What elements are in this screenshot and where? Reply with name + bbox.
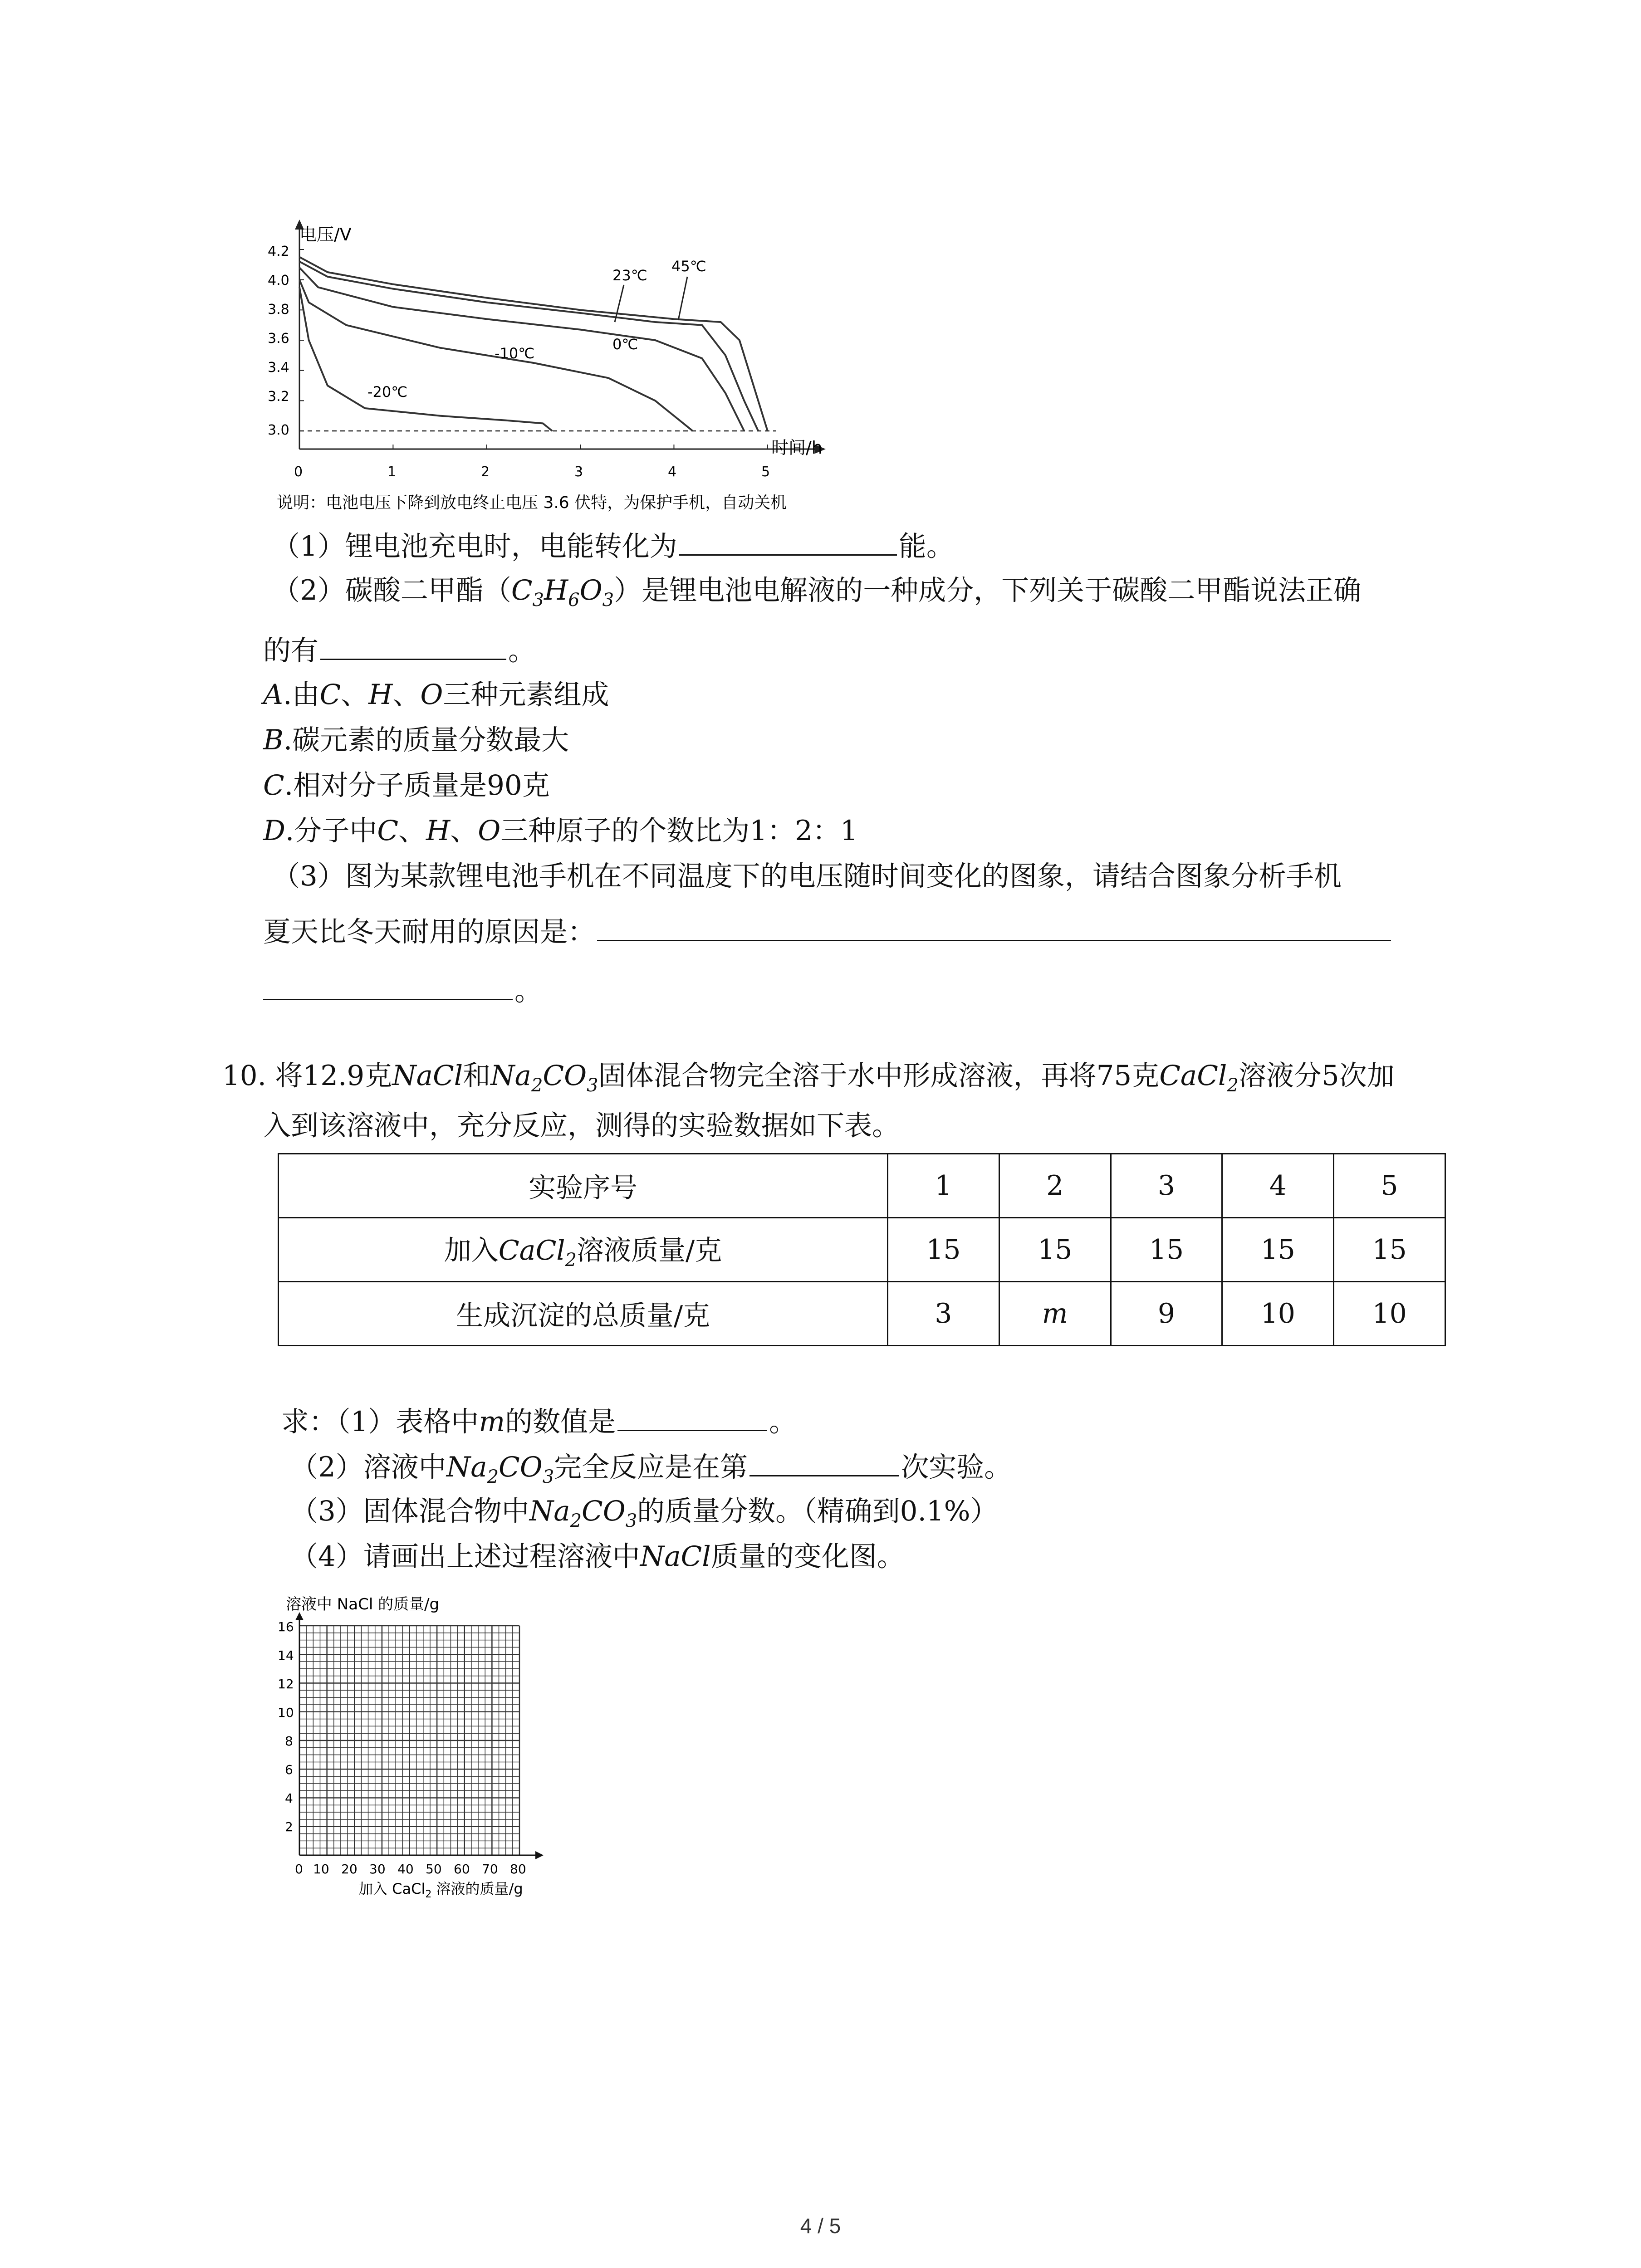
- table-cell: 1: [888, 1154, 999, 1218]
- table-cell: 5: [1334, 1154, 1445, 1218]
- table-cell: 15: [1334, 1218, 1445, 1282]
- voltage-chart-ytick: 3.8: [268, 302, 289, 318]
- nacl-chart-ytick: 8: [285, 1734, 293, 1749]
- table-cell: 10: [1222, 1282, 1334, 1346]
- table-cell: 15: [999, 1218, 1111, 1282]
- voltage-chart-xtick: 3: [574, 464, 583, 480]
- page-number: 4 / 5: [800, 2214, 841, 2238]
- voltage-chart-xlabel: 时间/h: [771, 438, 823, 458]
- q9-answer-blank-3b[interactable]: [263, 971, 513, 1000]
- nacl-chart-ytick: 14: [278, 1648, 294, 1663]
- q10-answer-blank-2[interactable]: [749, 1447, 899, 1476]
- series-label-23c: 23℃: [612, 267, 647, 284]
- table-row: [279, 1218, 1445, 1282]
- table-cell: 4: [1222, 1154, 1334, 1218]
- q9-part1: （1）锂电池充电时，电能转化为 能。: [272, 526, 954, 566]
- nacl-chart-ylabel: 溶液中 NaCl 的质量/g: [286, 1595, 440, 1613]
- voltage-chart-xtick: 4: [668, 464, 677, 480]
- table-row-header: 加入CaCl$_2$溶液质量/克: [279, 1218, 888, 1282]
- series-label-0c: 0℃: [612, 336, 638, 353]
- nacl-chart-xtick: 80: [510, 1862, 526, 1877]
- q9-option-b: B.碳元素的质量分数最大: [263, 724, 569, 756]
- nacl-chart-xtick: 60: [454, 1862, 470, 1877]
- table-cell: 3: [1111, 1154, 1222, 1218]
- table-cell: 15: [1222, 1218, 1334, 1282]
- arrow-45c: [678, 277, 687, 320]
- q10-ask4: （4）请画出上述过程溶液中NaCl质量的变化图。: [290, 1540, 905, 1573]
- table-cell: 15: [888, 1218, 999, 1282]
- q9-answer-blank-1[interactable]: [679, 526, 897, 556]
- nacl-grid: [295, 1612, 544, 1859]
- series-label-m10c: -10℃: [495, 345, 535, 362]
- grid-x-arrow: [535, 1851, 544, 1859]
- voltage-chart-ytick: 3.0: [268, 422, 289, 438]
- table-cell: 2: [999, 1154, 1111, 1218]
- voltage-chart-axes: [295, 220, 826, 454]
- q9-part3-line3: 。: [263, 971, 542, 1010]
- q9-option-c: C.相对分子质量是90克: [263, 769, 550, 802]
- nacl-chart-xtick: 70: [482, 1862, 498, 1877]
- nacl-chart-xtick: 50: [426, 1862, 442, 1877]
- series-label-45c: 45℃: [671, 258, 706, 275]
- voltage-chart-ytick: 3.6: [268, 331, 289, 347]
- nacl-chart-xtick: 30: [369, 1862, 386, 1877]
- q9-part3-line1: （3）图为某款锂电池手机在不同温度下的电压随时间变化的图象，请结合图象分析手机: [272, 860, 1342, 892]
- voltage-chart: [254, 213, 889, 531]
- table-row-header: 实验序号: [279, 1154, 888, 1218]
- nacl-chart-ytick: 10: [278, 1705, 294, 1720]
- q9-part2-line1: （2）碳酸二甲酯$(C_3H_6O_3)$是锂电池电解液的一种成分，下列关于碳酸二甲酯说法正确: [272, 574, 1362, 611]
- table-cell: 3: [888, 1282, 999, 1346]
- table-cell-unknown-m: m: [999, 1282, 1111, 1346]
- nacl-chart-ytick: 2: [285, 1819, 293, 1834]
- nacl-chart-xlabel: 加入 CaCl$_2$ 溶液的质量/g: [358, 1880, 523, 1900]
- q9-answer-blank-3[interactable]: [597, 912, 1391, 941]
- voltage-series-line-0: [299, 257, 768, 431]
- experiment-table: [278, 1153, 1446, 1346]
- table-row: [279, 1154, 1445, 1218]
- q10-ask1: 求：（1）表格中m的数值是 。: [281, 1402, 797, 1441]
- nacl-chart-xtick: 20: [341, 1862, 358, 1877]
- q10-stem-line1: 10. 将12.9克NaCl和$Na_2CO_3$固体混合物完全溶于水中形成溶液，再将75克CaCl$_2$溶液分5次加: [222, 1060, 1395, 1096]
- voltage-chart-xtick: 1: [387, 464, 397, 480]
- nacl-chart-ytick: 16: [278, 1619, 294, 1634]
- voltage-chart-ytick: 3.2: [268, 389, 289, 405]
- q9-answer-blank-2[interactable]: [320, 631, 506, 660]
- nacl-chart-xtick: 0: [295, 1862, 303, 1877]
- table-row: [279, 1282, 1445, 1346]
- arrow-23c: [615, 285, 624, 322]
- voltage-chart-xtick: 2: [481, 464, 490, 480]
- q10-stem-line2: 入到该溶液中，充分反应，测得的实验数据如下表。: [263, 1110, 900, 1142]
- voltage-chart-xtick: 5: [761, 464, 770, 480]
- table-cell: 9: [1111, 1282, 1222, 1346]
- q10-ask3: （3）固体混合物中$Na_2CO_3$的质量分数。（精确到0.1%）: [290, 1495, 998, 1531]
- q9-option-a: A.由C、H、O三种元素组成: [263, 679, 609, 711]
- voltage-chart-note: 说明：电池电压下降到放电终止电压 3.6 伏特，为保护手机，自动关机: [277, 494, 787, 512]
- q9-option-d: D.分子中C、H、O三种原子的个数比为1：2：1: [263, 815, 858, 847]
- table-row-header: 生成沉淀的总质量/克: [279, 1282, 888, 1346]
- voltage-chart-series: [299, 257, 768, 431]
- q9-part3-line2: 夏天比冬天耐用的原因是：: [263, 912, 1393, 951]
- nacl-chart-xtick: 10: [313, 1862, 329, 1877]
- nacl-chart-xtick: 40: [397, 1862, 414, 1877]
- voltage-chart-ytick: 4.2: [268, 244, 289, 259]
- nacl-chart-ytick: 6: [285, 1762, 293, 1777]
- series-label-m20c: -20℃: [367, 383, 408, 401]
- table-cell: 15: [1111, 1218, 1222, 1282]
- voltage-chart-ytick: 3.4: [268, 360, 289, 376]
- voltage-chart-xtick: 0: [294, 464, 303, 480]
- nacl-mass-grid-chart[interactable]: [268, 1592, 640, 1919]
- voltage-chart-ytick: 4.0: [268, 273, 289, 288]
- q10-answer-blank-1[interactable]: [617, 1402, 767, 1431]
- q9-part2-line2: 的有 。: [263, 631, 536, 670]
- table-cell: 10: [1334, 1282, 1445, 1346]
- nacl-chart-ytick: 12: [278, 1677, 294, 1691]
- q10-ask2: （2）溶液中$Na_2CO_3$完全反应是在第 次实验。: [290, 1447, 1012, 1496]
- voltage-chart-ylabel: 电压/V: [299, 225, 352, 244]
- nacl-chart-ytick: 4: [285, 1791, 293, 1806]
